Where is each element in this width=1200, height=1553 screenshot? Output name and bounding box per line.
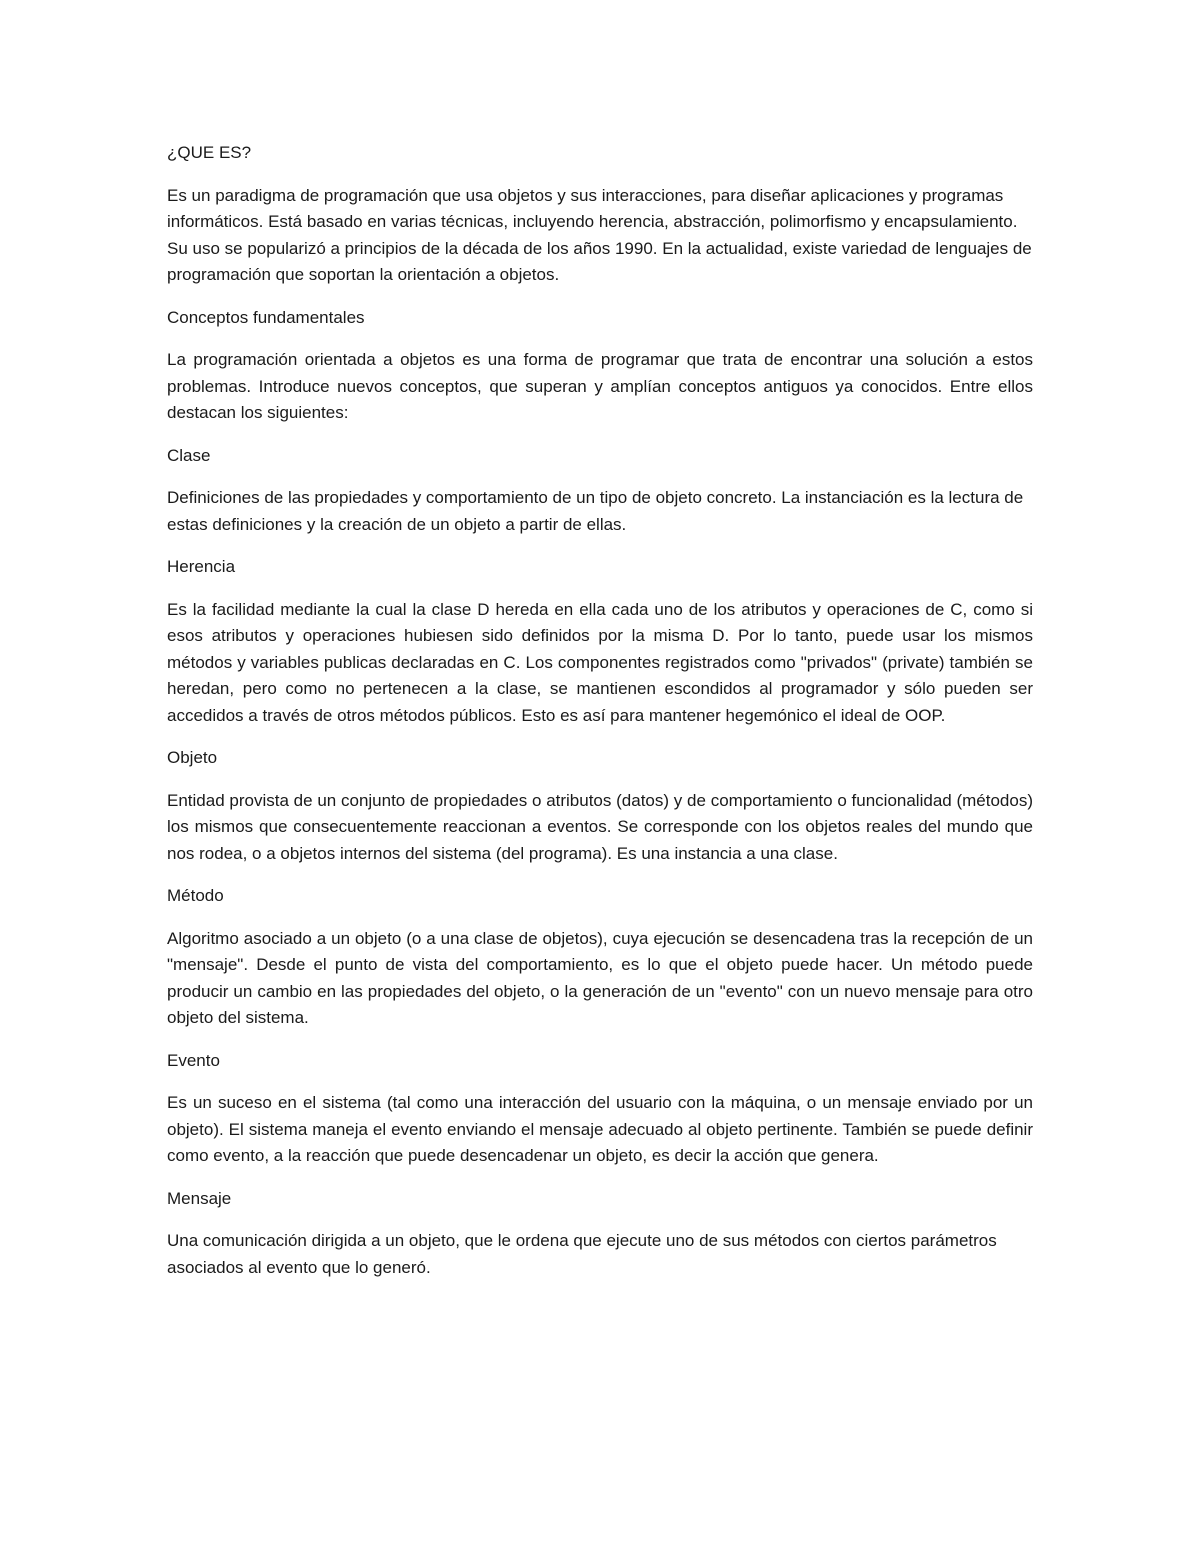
section-heading-herencia: Herencia (167, 557, 236, 576)
concepts-heading: Conceptos fundamentales (167, 307, 365, 327)
section-text-metodo: Algoritmo asociado a un objeto (o a una clase de objetos), cuya ejecución se desencadena tras la recepción de un "mensaje". Desde el punto de vista del comportamiento, es lo que el objeto puede hacer. Un método puede producir un cambio en las propiedades del objeto, o la generación de un "evento" con un nuevo mensaje para otro objeto del sistema. (167, 928, 1033, 1027)
section-heading-objeto: Objeto (167, 748, 218, 767)
section-heading-metodo: Método (167, 886, 224, 905)
section-text-herencia: Es la facilidad mediante la cual la clase D hereda en ella cada uno de los atributos y operaciones de C, como si esos atributos y operaciones hubiesen sido definidos por la misma D. Por lo tanto, puede usar los mismos métodos y variables publicas declaradas en C. Los componentes registrados como "privados" (private) también se heredan, pero como no pertenecen a la clase, se mantienen escondidos al programador y sólo pueden ser accedidos a través de otros métodos públicos. Esto es así para mantener hegemónico el ideal de OOP. (167, 599, 1033, 725)
section-text-clase: Definiciones de las propiedades y comportamiento de un tipo de objeto concreto. La instanciación es la lectura de estas definiciones y la creación de un objeto a partir de ellas. (167, 488, 1024, 534)
concepts-paragraph: La programación orientada a objetos es una forma de programar que trata de encontrar una solución a estos problemas. Introduce nuevos conceptos, que superan y amplían conceptos antiguos ya conocidos. Entre ellos destacan los siguientes: (167, 350, 1033, 422)
document-title: ¿QUE ES? (167, 143, 252, 162)
document-body (167, 140, 1033, 1297)
section-text-evento: Es un suceso en el sistema (tal como una interacción del usuario con la máquina, o un mensaje enviado por un objeto). El sistema maneja el evento enviando el mensaje adecuado al objeto pertinente. También se puede definir como evento, a la reacción que puede desencadenar un objeto, es decir la acción que genera. (167, 1093, 1033, 1165)
section-heading-mensaje: Mensaje (167, 1188, 232, 1208)
section-text-objeto: Entidad provista de un conjunto de propiedades o atributos (datos) y de comportamiento o funcionalidad (métodos) los mismos que consecuentemente reaccionan a eventos. Se corresponde con los objetos reales del mundo que nos rodea, o a objetos internos del sistema (del programa). Es una instancia a una clase. (167, 790, 1033, 863)
section-text-mensaje: Una comunicación dirigida a un objeto, que le ordena que ejecute uno de sus métodos con ciertos parámetros asociados al evento que lo generó. (167, 1231, 997, 1277)
section-heading-clase: Clase (167, 445, 211, 465)
section-heading-evento: Evento (167, 1050, 220, 1070)
intro-paragraph: Es un paradigma de programación que usa objetos y sus interacciones, para diseñar aplicaciones y programas informáticos. Está basado en varias técnicas, incluyendo herencia, abstracción, polimorfismo y encapsulamiento. Su uso se popularizó a principios de la década de los años 1990. En la actualidad, existe variedad de lenguajes de programación que soportan la orientación a objetos. (167, 185, 1032, 284)
